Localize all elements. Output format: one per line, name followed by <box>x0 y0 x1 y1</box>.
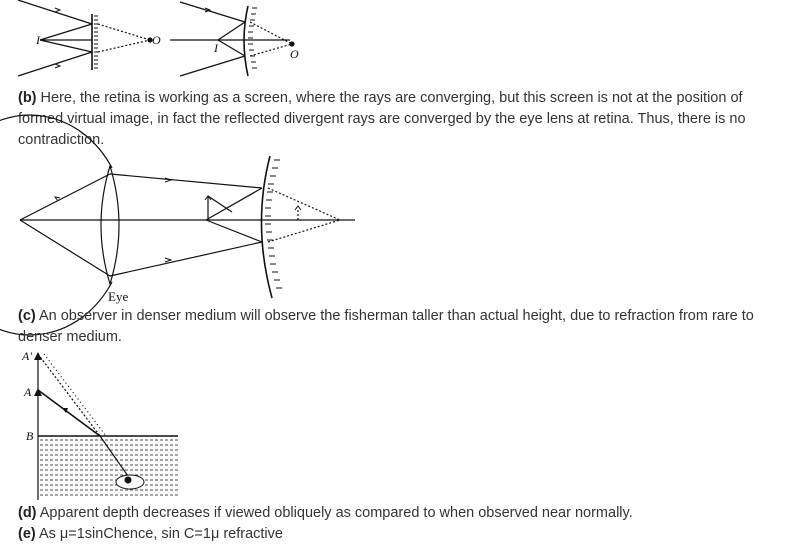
label-a-prime: A' <box>22 349 32 363</box>
right-mirror-diagram <box>170 2 294 76</box>
paragraph-e <box>18 524 788 545</box>
paragraph-e-text: As μ=1sinChence, sin C=1μ refractive <box>35 526 283 542</box>
observer-eye-icon <box>116 475 144 489</box>
label-a: A <box>24 385 32 399</box>
label-image-right: I <box>214 41 218 55</box>
paragraph-b-text: Here, the retina is working as a screen, where the rays are converging, but this screen is not at the position of formed virtual image, in fact the reflected divergent rays are converged by the eye lens at retina. Thus, there is no contradiction. <box>18 90 746 148</box>
paragraph-d-tag: (d) <box>18 505 37 521</box>
figure-c-refraction <box>0 350 180 500</box>
eye-lens <box>101 166 119 284</box>
paragraph-b-tag: (b) <box>18 90 37 106</box>
paragraph-c <box>18 306 788 348</box>
paragraph-d <box>18 503 788 524</box>
label-b: B <box>26 429 34 443</box>
paragraph-d-text: Apparent depth decreases if viewed obliquely as compared to when observed near normally. <box>36 505 633 521</box>
figure-b-eye-mirror <box>0 150 360 300</box>
paragraph-c-tag: (c) <box>18 308 36 324</box>
figure-a-mirror-diagrams <box>0 0 320 80</box>
label-image-left: I <box>36 33 40 47</box>
label-object-left: O <box>152 33 161 47</box>
eye-label: Eye <box>108 289 129 304</box>
paragraph-e-tag: (e) <box>18 526 36 542</box>
label-object-right: O <box>290 47 299 61</box>
paragraph-c-text: An observer in denser medium will observe the fisherman taller than actual height, due to refraction from rare to denser medium. <box>18 308 754 345</box>
paragraph-b <box>18 88 788 151</box>
